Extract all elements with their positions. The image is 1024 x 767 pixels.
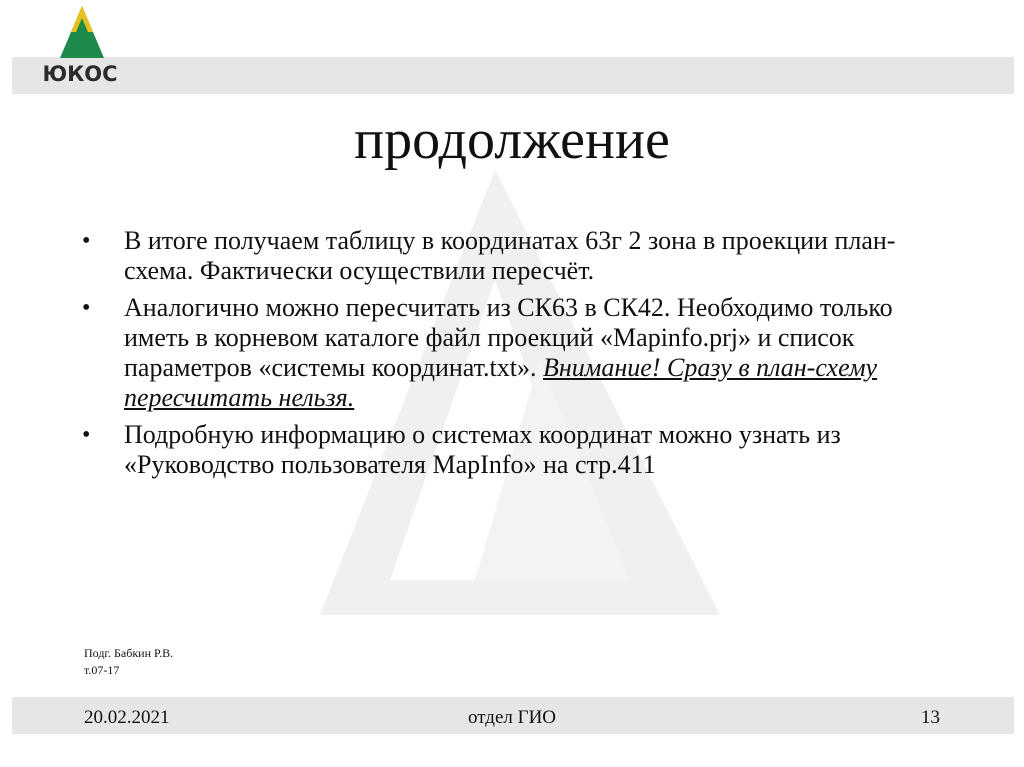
footer-date: 20.02.2021	[84, 707, 170, 728]
bullet-dot-icon: •	[82, 228, 91, 254]
bullet-item	[82, 293, 952, 413]
header-band	[12, 57, 1014, 94]
bullet-text: В итоге получаем таблицу в координатах 63г 2 зона в проекции план-схема. Фактически осуществили пересчёт.	[124, 226, 896, 285]
author-name: Подг. Бабкин Р.В.	[84, 646, 174, 660]
author-note	[84, 645, 173, 679]
bullet-dot-icon: •	[82, 295, 91, 321]
bullet-text: Подробную информацию о системах координат можно узнать из «Руководство пользователя MapInfo» на стр.411	[124, 420, 841, 479]
slide-title: продолжение	[354, 109, 670, 171]
bullet-item	[82, 420, 952, 480]
bullet-text: Аналогично можно пересчитать из СК63 в СК42. Необходимо только иметь в корневом каталоге файл проекций «Mapinfo.prj» и список параметров «системы координат.txt».	[124, 293, 893, 382]
bullet-dot-icon: •	[82, 422, 91, 448]
footer-department: отдел ГИО	[467, 707, 557, 728]
author-phone: т.07-17	[84, 663, 120, 677]
page-number: 13	[921, 707, 940, 728]
logo-text: ЮКОС	[42, 62, 118, 86]
bullet-item	[82, 226, 952, 286]
warning-text: Внимание! Сразу в план-схему пересчитать нельзя.	[124, 353, 878, 412]
bullet-list	[82, 226, 952, 487]
